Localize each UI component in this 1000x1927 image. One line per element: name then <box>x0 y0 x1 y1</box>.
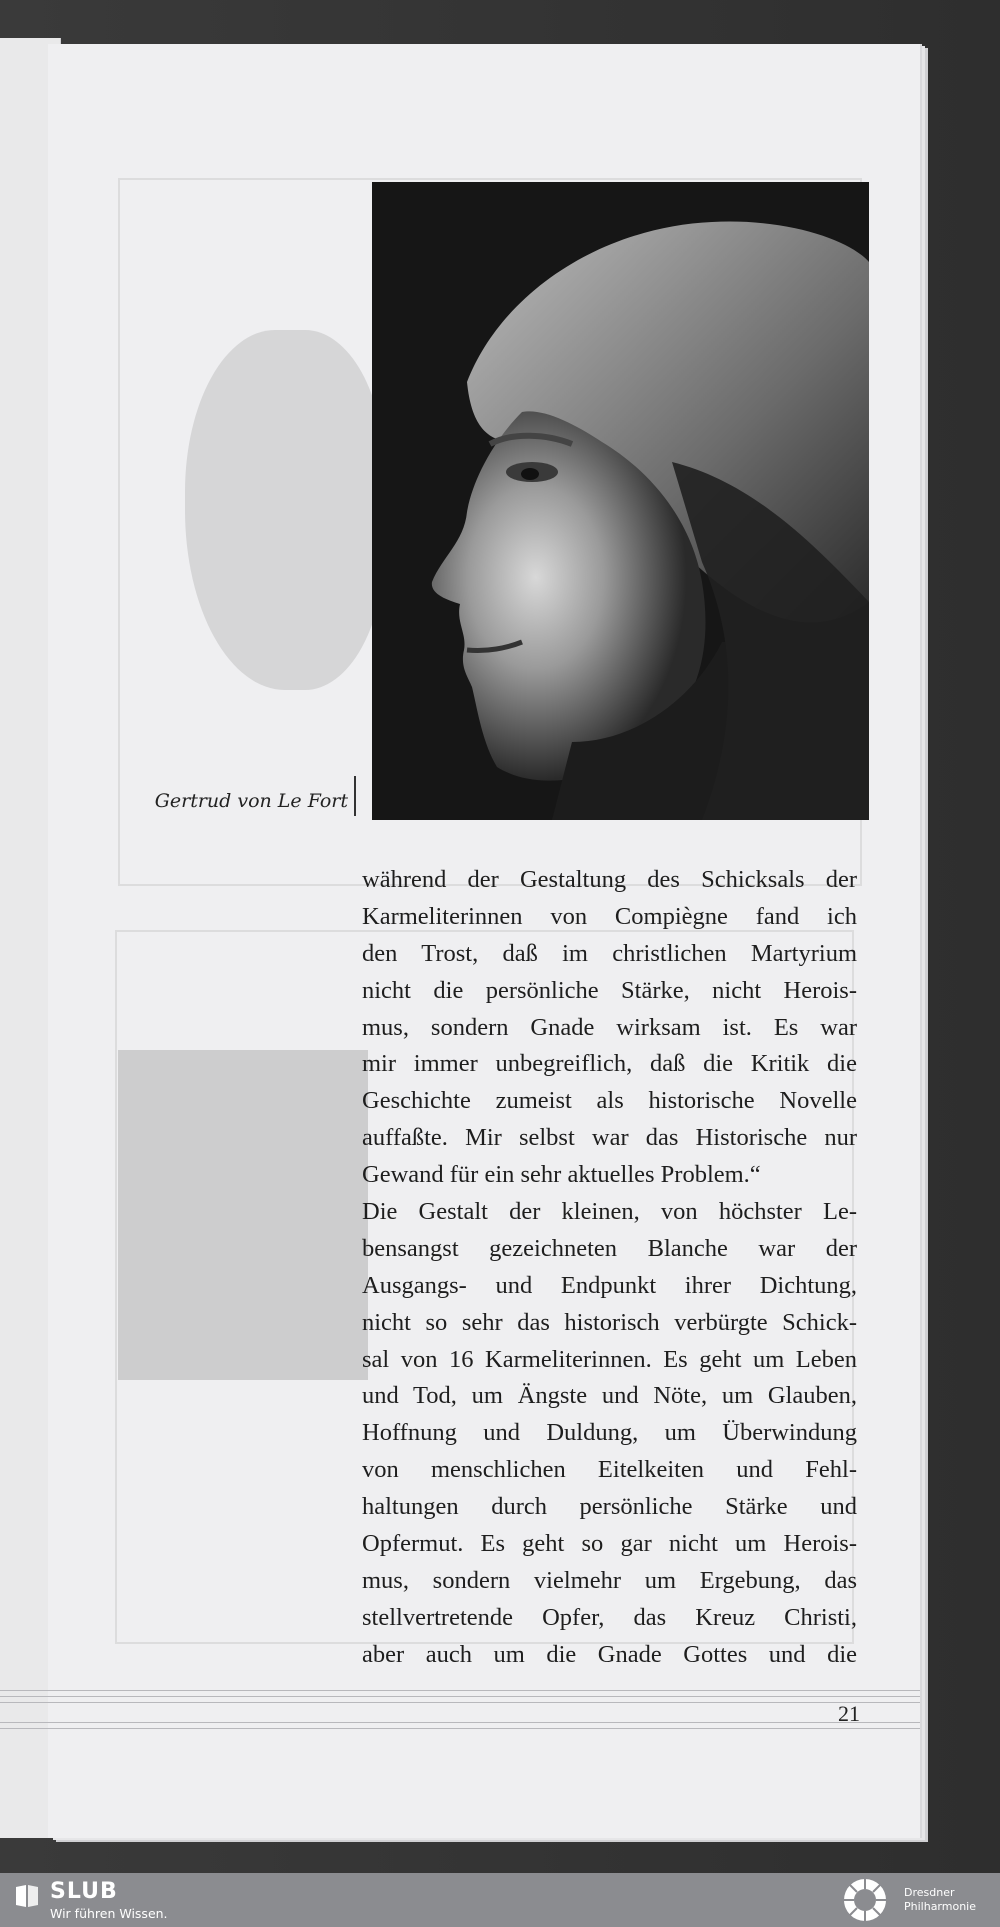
body-text <box>362 862 857 1674</box>
photo-caption: Gertrud von Le Fort <box>154 790 348 812</box>
show-through-photo <box>118 1050 368 1380</box>
text-line: und Tod, um Ängste und Nöte, um Glauben, <box>362 1382 857 1410</box>
text-line: Ausgangs- und Endpunkt ihrer Dichtung, <box>362 1271 857 1299</box>
text-line: auffaßte. Mir selbst war das Historische nur <box>362 1124 857 1152</box>
text-line: mir immer unbegreiflich, daß die Kritik die <box>362 1050 857 1078</box>
text-line: Opfermut. Es geht so gar nicht um Herois- <box>362 1530 857 1558</box>
portrait-photo-icon <box>372 182 869 820</box>
text-line: sal von 16 Karmeliterinnen. Es geht um Leben <box>362 1345 857 1373</box>
text-line: Gewand für ein sehr aktuelles Problem.“ <box>362 1161 761 1189</box>
text-line: während der Gestaltung des Schicksals der <box>362 866 857 893</box>
text-line: Hoffnung und Duldung, um Überwindung <box>362 1419 857 1447</box>
library-name: SLUB <box>50 1879 118 1904</box>
partner-name-line1: Dresdner <box>904 1886 955 1899</box>
page-number: 21 <box>838 1701 860 1726</box>
text-line: Karmeliterinnen von Compiègne fand ich <box>362 902 857 930</box>
text-line: bensangst gezeichneten Blanche war der <box>362 1234 857 1262</box>
caption-divider <box>354 776 356 816</box>
footer-rules <box>0 1690 920 1736</box>
library-tagline: Wir führen Wissen. <box>50 1906 168 1921</box>
partner-name-line2: Philharmonie <box>904 1900 976 1913</box>
text-line: stellvertretende Opfer, das Kreuz Christi, <box>362 1603 857 1631</box>
show-through-portrait <box>185 330 385 690</box>
partner-name <box>904 1886 1000 1914</box>
text-line: Geschichte zumeist als historische Novelle <box>362 1087 857 1115</box>
text-line: von menschlichen Eitelkeiten und Fehl- <box>362 1456 857 1484</box>
text-line: aber auch um die Gnade Gottes und die <box>362 1640 857 1668</box>
text-line: nicht die persönliche Stärke, nicht Herois- <box>362 976 857 1004</box>
text-line: Die Gestalt der kleinen, von höchster Le- <box>362 1198 857 1226</box>
portrait-photo <box>372 182 869 820</box>
text-line: haltungen durch persönliche Stärke und <box>362 1493 857 1521</box>
book-icon <box>14 1883 40 1909</box>
text-line: den Trost, daß im christlichen Martyrium <box>362 939 857 967</box>
sunburst-logo-icon <box>842 1877 888 1923</box>
text-line: mus, sondern vielmehr um Ergebung, das <box>362 1566 857 1594</box>
text-line: mus, sondern Gnade wirksam ist. Es war <box>362 1013 857 1041</box>
viewer-footer-bar <box>0 1873 1000 1927</box>
text-line: nicht so sehr das historisch verbürgte Schick- <box>362 1308 857 1336</box>
